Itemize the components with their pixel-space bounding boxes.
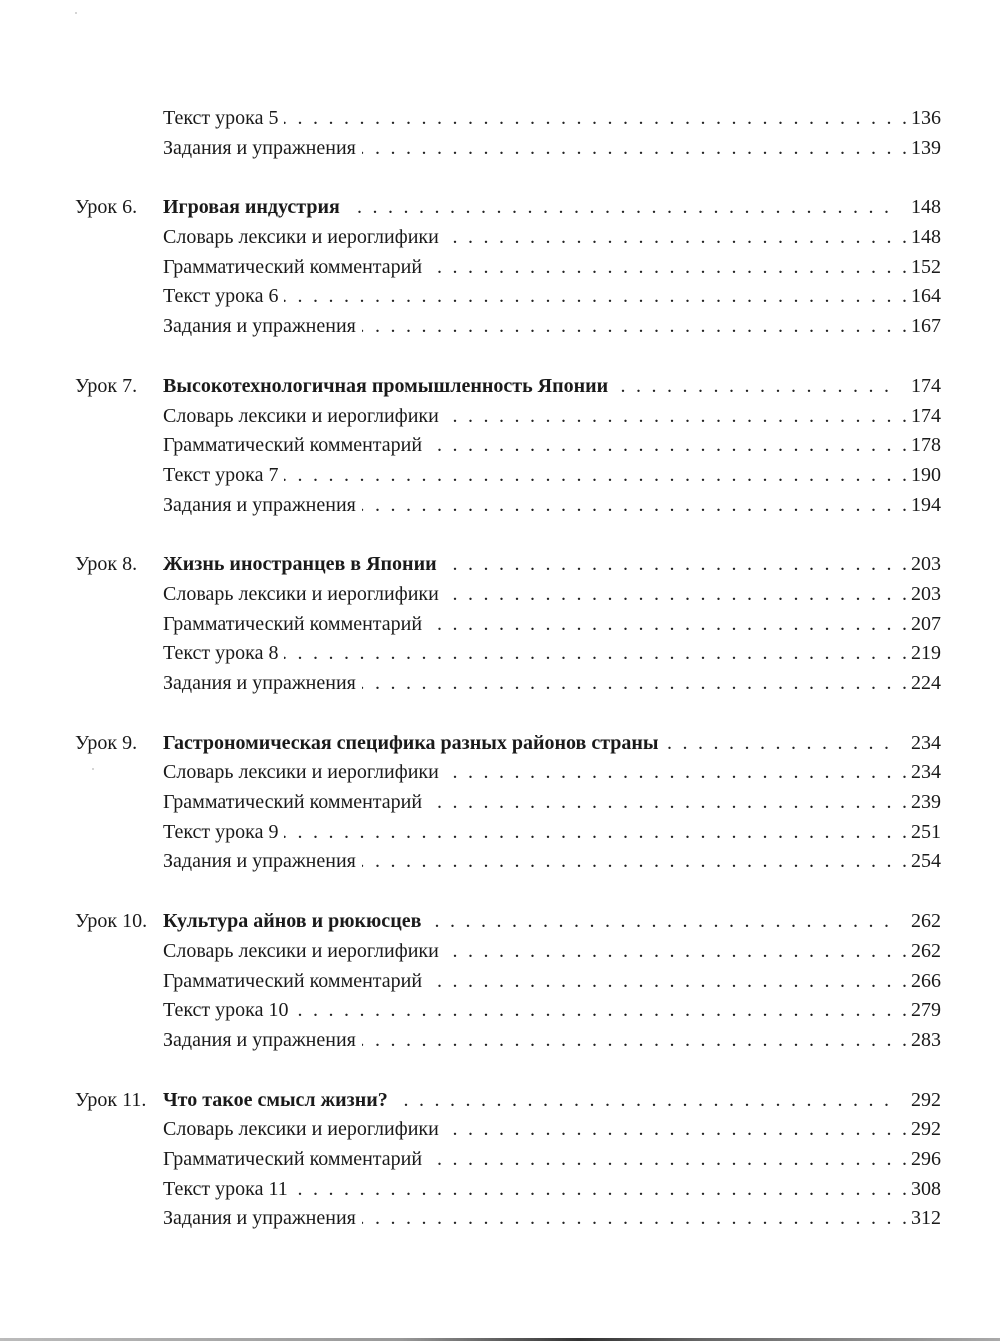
dot-leader xyxy=(428,253,907,283)
page-number: 254 xyxy=(911,850,941,873)
table-of-contents xyxy=(75,104,941,1264)
dot-leader xyxy=(428,1145,907,1175)
toc-entry[interactable] xyxy=(75,937,941,967)
dot-leader xyxy=(445,402,907,432)
dot-leader xyxy=(284,818,907,848)
page-number: 190 xyxy=(911,463,941,486)
dot-leader xyxy=(346,193,889,223)
entry-title: Грамматический комментарий xyxy=(163,255,423,278)
lesson-label: Урок 8. xyxy=(75,553,138,576)
page-number: 251 xyxy=(911,820,941,843)
dot-leader xyxy=(362,1026,907,1056)
page-number: 164 xyxy=(911,285,941,308)
dot-leader xyxy=(428,788,907,818)
toc-entry[interactable] xyxy=(75,223,941,253)
toc-entry[interactable] xyxy=(75,253,941,283)
page-number: 292 xyxy=(911,1118,941,1141)
entry-title: Задания и упражнения xyxy=(163,493,356,516)
toc-lesson-heading[interactable] xyxy=(75,372,941,402)
lesson-title: Гастрономическая специфика разных районов страны xyxy=(163,731,659,754)
page-number: 219 xyxy=(911,642,941,665)
page-number: 234 xyxy=(911,731,941,754)
page-number: 296 xyxy=(911,1147,941,1170)
page-number: 262 xyxy=(911,910,941,933)
toc-entry[interactable] xyxy=(75,758,941,788)
dot-leader xyxy=(294,996,907,1026)
entry-title: Текст урока 10 xyxy=(163,999,289,1022)
toc-entry[interactable] xyxy=(75,610,941,640)
dot-leader xyxy=(614,372,889,402)
entry-title: Текст урока 7 xyxy=(163,463,279,486)
entry-title: Текст урока 11 xyxy=(163,1177,288,1200)
toc-entry[interactable] xyxy=(75,818,941,848)
dot-leader xyxy=(443,550,907,580)
toc-group-lesson-9 xyxy=(75,729,941,877)
dot-leader xyxy=(294,1175,907,1205)
page-number: 239 xyxy=(911,791,941,814)
page-number: 174 xyxy=(911,404,941,427)
dot-leader xyxy=(362,847,907,877)
page-number: 167 xyxy=(911,315,941,338)
toc-entry[interactable] xyxy=(75,461,941,491)
page-number: 194 xyxy=(911,493,941,516)
page-number: 174 xyxy=(911,374,941,397)
toc-entry[interactable] xyxy=(75,134,941,164)
toc-entry[interactable] xyxy=(75,491,941,521)
page-number: 148 xyxy=(911,226,941,249)
entry-title: Словарь лексики и иероглифики xyxy=(163,939,439,962)
dot-leader xyxy=(445,580,907,610)
entry-title: Текст урока 5 xyxy=(163,107,279,129)
toc-entry[interactable] xyxy=(75,402,941,432)
toc-lesson-heading[interactable] xyxy=(75,550,941,580)
page-number: 262 xyxy=(911,939,941,962)
entry-title: Задания и упражнения xyxy=(163,315,356,338)
lesson-label: Урок 6. xyxy=(75,196,138,219)
lesson-label: Урок 9. xyxy=(75,731,138,754)
toc-group-lesson-10 xyxy=(75,907,941,1055)
toc-entry[interactable] xyxy=(75,996,941,1026)
entry-title: Грамматический комментарий xyxy=(163,791,423,814)
toc-lesson-heading[interactable] xyxy=(75,729,941,759)
lesson-title: Жизнь иностранцев в Японии xyxy=(163,553,437,576)
toc-group-lesson-6 xyxy=(75,193,941,341)
page-number: 308 xyxy=(911,1177,941,1200)
dot-leader xyxy=(362,312,907,342)
entry-title: Словарь лексики и иероглифики xyxy=(163,761,439,784)
toc-entry[interactable] xyxy=(75,788,941,818)
entry-title: Грамматический комментарий xyxy=(163,969,423,992)
toc-lesson-heading[interactable] xyxy=(75,1086,941,1116)
page-number: 139 xyxy=(911,136,941,159)
page-number: 152 xyxy=(911,255,941,278)
page-number: 292 xyxy=(911,1088,941,1111)
dot-leader xyxy=(445,758,907,788)
entry-title: Словарь лексики и иероглифики xyxy=(163,1118,439,1141)
dot-leader xyxy=(394,1086,889,1116)
page-number: 266 xyxy=(911,969,941,992)
page-number: 203 xyxy=(911,582,941,605)
dot-leader xyxy=(284,282,907,312)
lesson-label: Урок 10. xyxy=(75,910,148,933)
scan-speck xyxy=(75,12,77,14)
dot-leader xyxy=(445,1115,907,1145)
entry-title: Словарь лексики и иероглифики xyxy=(163,226,439,249)
page-number: 207 xyxy=(911,612,941,635)
dot-leader xyxy=(428,431,907,461)
entry-title: Текст урока 8 xyxy=(163,642,279,665)
toc-group-lesson-5-continued xyxy=(75,104,941,163)
dot-leader xyxy=(428,967,907,997)
dot-leader xyxy=(362,491,907,521)
page-number: 203 xyxy=(911,553,941,576)
dot-leader xyxy=(362,669,907,699)
lesson-title: Высокотехнологичная промышленность Японии xyxy=(163,374,609,397)
page-number: 148 xyxy=(911,196,941,219)
dot-leader xyxy=(428,610,907,640)
entry-title: Задания и упражнения xyxy=(163,136,356,159)
toc-group-lesson-7 xyxy=(75,372,941,520)
page-number: 178 xyxy=(911,434,941,457)
toc-entry[interactable] xyxy=(75,580,941,610)
page-number: 283 xyxy=(911,1028,941,1051)
lesson-title: Культура айнов и рюкюсцев xyxy=(163,910,422,933)
toc-entry[interactable] xyxy=(75,312,941,342)
toc-group-lesson-8 xyxy=(75,550,941,698)
page-number: 234 xyxy=(911,761,941,784)
toc-entry[interactable] xyxy=(75,1175,941,1205)
entry-title: Текст урока 6 xyxy=(163,285,279,308)
dot-leader xyxy=(284,461,907,491)
toc-lesson-heading[interactable] xyxy=(75,193,941,223)
dot-leader xyxy=(427,907,889,937)
toc-entry[interactable] xyxy=(75,1115,941,1145)
page-number: 136 xyxy=(911,107,941,129)
dot-leader xyxy=(445,223,907,253)
toc-entry[interactable] xyxy=(75,1145,941,1175)
entry-title: Текст урока 9 xyxy=(163,820,279,843)
toc-entry[interactable] xyxy=(75,967,941,997)
page-number: 224 xyxy=(911,672,941,694)
entry-title: Задания и упражнения xyxy=(163,850,356,873)
lesson-title: Что такое смысл жизни? xyxy=(163,1088,388,1111)
toc-entry[interactable] xyxy=(75,282,941,312)
toc-entry[interactable] xyxy=(75,669,941,699)
lesson-label: Урок 7. xyxy=(75,374,138,397)
dot-leader xyxy=(284,104,907,134)
entry-title: Задания и упражнения xyxy=(163,1207,356,1230)
lesson-label: Урок 11. xyxy=(75,1088,147,1111)
toc-lesson-heading[interactable] xyxy=(75,907,941,937)
entry-title: Задания и упражнения xyxy=(163,1028,356,1051)
dot-leader xyxy=(362,1204,907,1234)
entry-title: Грамматический комментарий xyxy=(163,612,423,635)
toc-entry[interactable] xyxy=(75,1204,941,1234)
page-number: 312 xyxy=(911,1207,941,1230)
entry-title: Задания и упражнения xyxy=(163,672,356,694)
entry-title: Грамматический комментарий xyxy=(163,434,423,457)
toc-entry[interactable] xyxy=(75,431,941,461)
dot-leader xyxy=(665,729,889,759)
lesson-title: Игровая индустрия xyxy=(163,196,340,219)
entry-title: Словарь лексики и иероглифики xyxy=(163,404,439,427)
toc-entry[interactable] xyxy=(75,1026,941,1056)
dot-leader xyxy=(445,937,907,967)
dot-leader xyxy=(362,134,907,164)
entry-title: Грамматический комментарий xyxy=(163,1147,423,1170)
entry-title: Словарь лексики и иероглифики xyxy=(163,582,439,605)
toc-entry[interactable] xyxy=(75,639,941,669)
dot-leader xyxy=(284,639,907,669)
toc-group-lesson-11 xyxy=(75,1086,941,1234)
toc-entry[interactable] xyxy=(75,104,941,134)
page-number: 279 xyxy=(911,999,941,1022)
toc-entry[interactable] xyxy=(75,847,941,877)
